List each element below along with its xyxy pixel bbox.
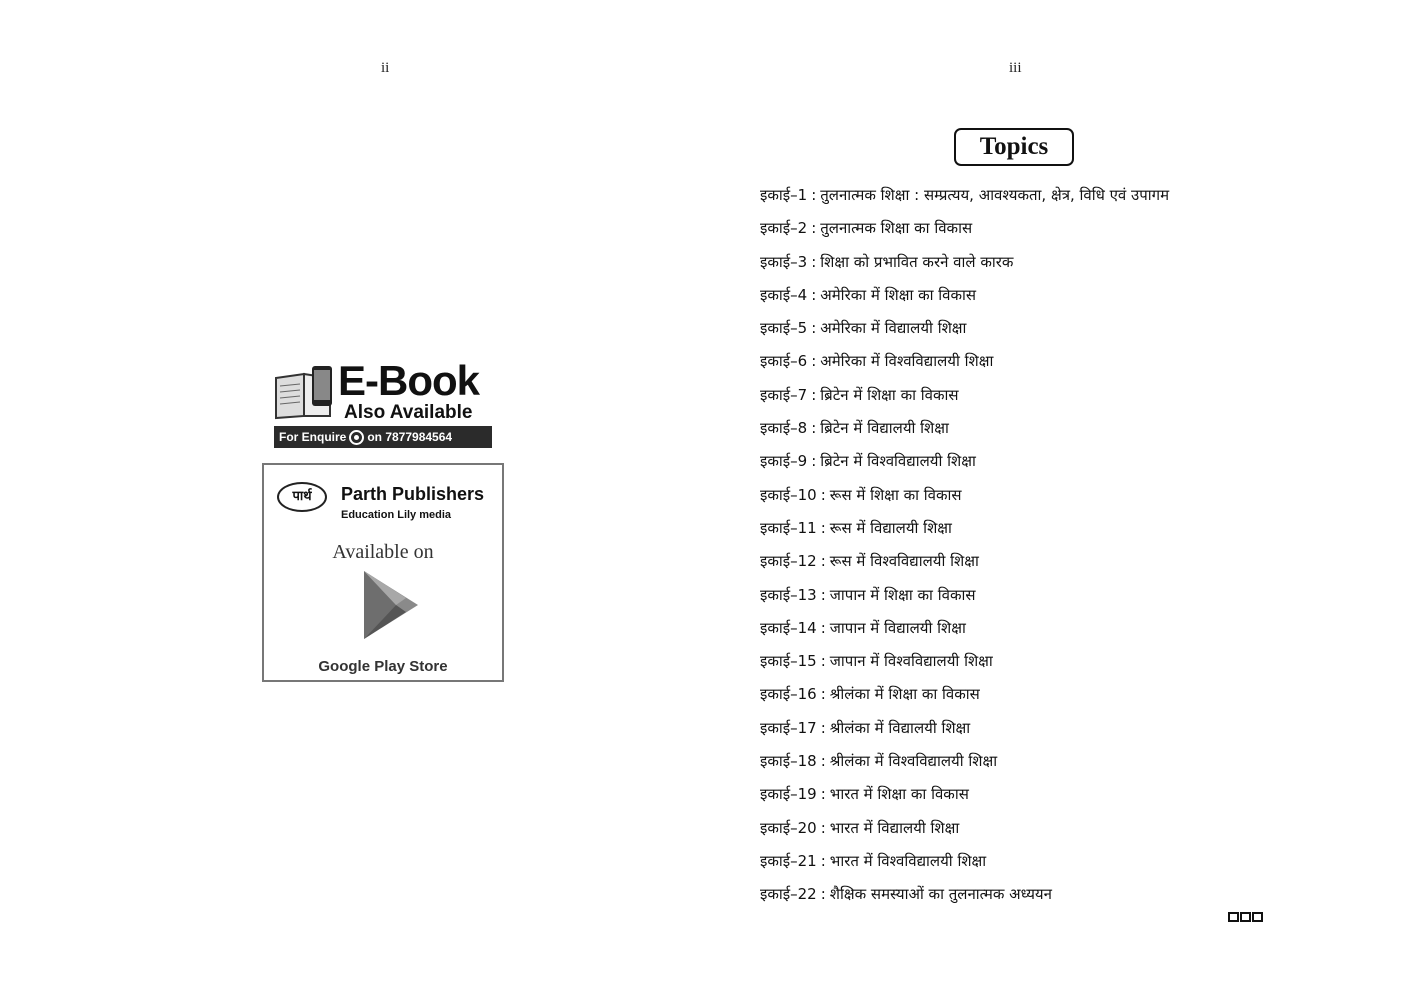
topic-item xyxy=(760,848,1169,881)
topic-title: श्रीलंका में शिक्षा का विकास xyxy=(829,685,980,704)
enquire-phone: on 7877984564 xyxy=(367,430,453,444)
topics-list xyxy=(760,182,1169,915)
topic-unit-label: इकाई–16 xyxy=(760,685,817,704)
topic-title: ब्रिटेन में शिक्षा का विकास xyxy=(820,385,959,404)
topic-unit-label: इकाई–14 xyxy=(760,618,817,637)
topic-unit-label: इकाई–12 xyxy=(760,552,817,571)
topic-item xyxy=(760,681,1169,714)
topic-separator: : xyxy=(820,652,826,671)
topic-title: ब्रिटेन में विश्वविद्यालयी शिक्षा xyxy=(820,452,976,471)
topic-unit-label: इकाई–7 xyxy=(760,385,808,404)
topic-separator: : xyxy=(811,219,817,238)
end-marks xyxy=(1228,912,1263,922)
topic-separator: : xyxy=(820,718,826,737)
topic-separator: : xyxy=(811,352,817,371)
topic-separator: : xyxy=(820,818,826,837)
topic-title: तुलनात्मक शिक्षा : सम्प्रत्यय, आवश्यकता, क्षेत्र, विधि एवं उपागम xyxy=(820,186,1170,204)
topic-item xyxy=(760,482,1169,515)
topics-heading: Topics xyxy=(954,128,1074,166)
publisher-box xyxy=(262,463,504,682)
topic-item xyxy=(760,615,1169,648)
topic-item xyxy=(760,781,1169,814)
topic-separator: : xyxy=(811,452,817,471)
topic-separator: : xyxy=(820,552,826,571)
topic-separator: : xyxy=(811,252,817,271)
end-mark-box xyxy=(1252,912,1263,922)
topic-title: जापान में विद्यालयी शिक्षा xyxy=(829,618,966,637)
ebook-title: E-Book xyxy=(338,357,479,404)
topic-separator: : xyxy=(820,752,826,771)
topic-unit-label: इकाई–3 xyxy=(760,252,808,271)
topic-unit-label: इकाई–5 xyxy=(760,319,808,338)
topic-unit-label: इकाई–11 xyxy=(760,518,817,537)
topic-item xyxy=(760,249,1169,282)
topic-title: अमेरिका में विद्यालयी शिक्षा xyxy=(820,319,967,338)
topic-title: जापान में शिक्षा का विकास xyxy=(829,585,976,604)
topic-unit-label: इकाई–6 xyxy=(760,352,808,371)
topic-unit-label: इकाई–18 xyxy=(760,752,817,771)
topic-item xyxy=(760,348,1169,381)
topic-item xyxy=(760,382,1169,415)
available-on-label: Available on xyxy=(332,541,434,563)
topic-separator: : xyxy=(820,851,826,870)
topic-unit-label: इकाई–2 xyxy=(760,219,808,238)
topic-unit-label: इकाई–10 xyxy=(760,485,817,504)
topic-item xyxy=(760,515,1169,548)
enquiry-bar xyxy=(274,426,492,448)
topic-item xyxy=(760,315,1169,348)
whatsapp-icon xyxy=(349,430,364,445)
topic-separator: : xyxy=(820,518,826,537)
topic-item xyxy=(760,282,1169,315)
topic-separator: : xyxy=(820,485,826,504)
ebook-phone-icon xyxy=(274,364,336,420)
enquire-label: For Enquire xyxy=(279,430,347,444)
topic-unit-label: इकाई–8 xyxy=(760,419,808,438)
topic-title: रूस में शिक्षा का विकास xyxy=(829,485,962,504)
ebook-promo xyxy=(272,357,494,450)
topic-item xyxy=(760,448,1169,481)
topic-title: रूस में विश्वविद्यालयी शिक्षा xyxy=(829,552,979,571)
topic-separator: : xyxy=(820,585,826,604)
topic-separator: : xyxy=(811,285,817,304)
end-mark-box xyxy=(1240,912,1251,922)
topic-separator: : xyxy=(820,685,826,704)
topic-separator: : xyxy=(811,186,817,204)
topic-unit-label: इकाई–9 xyxy=(760,452,808,471)
page-number-right: iii xyxy=(1009,60,1022,76)
topic-title: भारत में विश्वविद्यालयी शिक्षा xyxy=(829,851,987,870)
topic-title: भारत में शिक्षा का विकास xyxy=(829,785,969,804)
topic-title: रूस में विद्यालयी शिक्षा xyxy=(829,518,952,537)
topic-unit-label: इकाई–13 xyxy=(760,585,817,604)
topic-unit-label: इकाई–22 xyxy=(760,885,817,904)
topic-separator: : xyxy=(820,618,826,637)
topic-title: श्रीलंका में विश्वविद्यालयी शिक्षा xyxy=(829,752,998,771)
topic-item xyxy=(760,548,1169,581)
topic-item xyxy=(760,715,1169,748)
topic-separator: : xyxy=(811,319,817,338)
topic-title: अमेरिका में विश्वविद्यालयी शिक्षा xyxy=(820,352,994,371)
topic-item xyxy=(760,748,1169,781)
end-mark-box xyxy=(1228,912,1239,922)
google-play-icon xyxy=(360,569,422,641)
publisher-name: Parth Publishers xyxy=(341,484,485,504)
topic-item xyxy=(760,881,1169,914)
topic-title: भारत में विद्यालयी शिक्षा xyxy=(829,818,960,837)
topic-unit-label: इकाई–1 xyxy=(760,186,808,204)
store-name: Google Play Store xyxy=(318,658,448,675)
topic-title: तुलनात्मक शिक्षा का विकास xyxy=(820,219,973,238)
topic-separator: : xyxy=(811,419,817,438)
topic-title: ब्रिटेन में विद्यालयी शिक्षा xyxy=(820,419,949,438)
topic-item xyxy=(760,215,1169,248)
topic-item xyxy=(760,415,1169,448)
topic-unit-label: इकाई–15 xyxy=(760,652,817,671)
topic-separator: : xyxy=(820,885,826,904)
topic-unit-label: इकाई–19 xyxy=(760,785,817,804)
topic-title: अमेरिका में शिक्षा का विकास xyxy=(820,285,977,304)
publisher-logo: पार्थ xyxy=(277,482,327,512)
topic-title: शिक्षा को प्रभावित करने वाले कारक xyxy=(820,252,1014,271)
topic-item xyxy=(760,182,1169,215)
topic-item xyxy=(760,582,1169,615)
topic-item xyxy=(760,815,1169,848)
topic-item xyxy=(760,648,1169,681)
page-number-left: ii xyxy=(381,60,390,76)
topic-separator: : xyxy=(811,385,817,404)
topic-unit-label: इकाई–21 xyxy=(760,851,817,870)
topic-title: श्रीलंका में विद्यालयी शिक्षा xyxy=(829,718,971,737)
topic-unit-label: इकाई–17 xyxy=(760,718,817,737)
publisher-tagline: Education Lily media xyxy=(341,509,452,521)
ebook-subtitle: Also Available xyxy=(344,402,473,423)
topic-title: शैक्षिक समस्याओं का तुलनात्मक अध्ययन xyxy=(829,885,1052,904)
topic-separator: : xyxy=(820,785,826,804)
topic-title: जापान में विश्वविद्यालयी शिक्षा xyxy=(829,652,993,671)
topic-unit-label: इकाई–20 xyxy=(760,818,817,837)
topic-unit-label: इकाई–4 xyxy=(760,285,808,304)
